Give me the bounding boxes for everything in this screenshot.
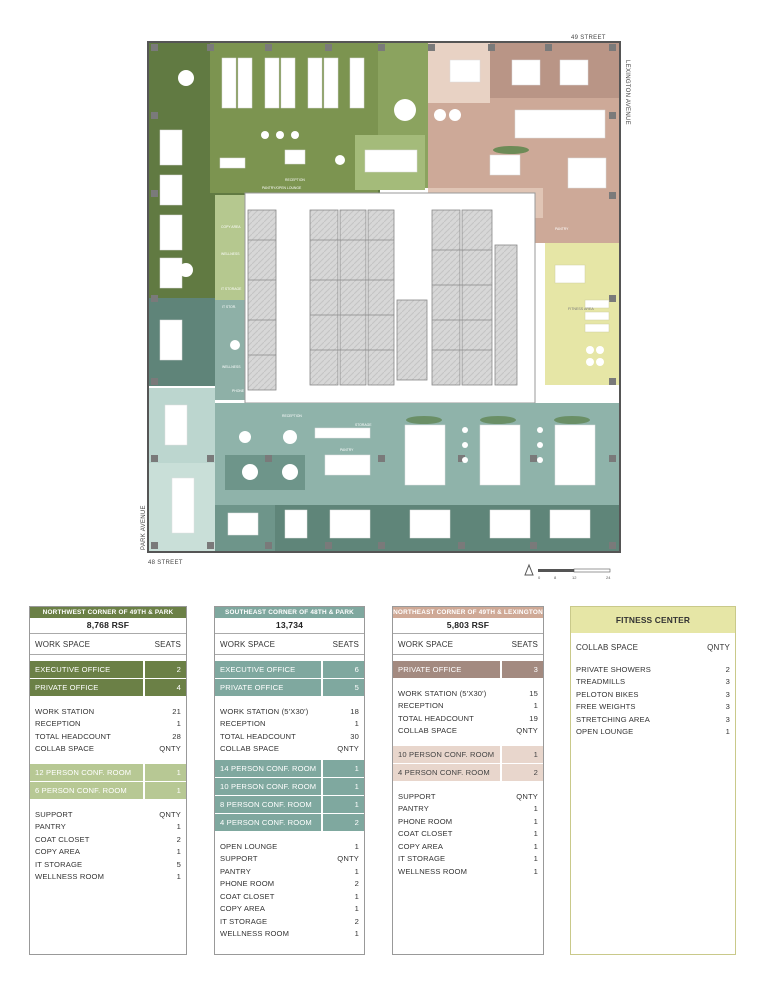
label-pantry-open-lounge: PANTRY/OPEN LOUNGE <box>262 186 302 190</box>
ne-band-row: PRIVATE OFFICE 3 <box>393 661 543 678</box>
table-northeast <box>392 606 544 955</box>
label-wellness: WELLNESS <box>221 252 240 256</box>
label-storage-s: STORAGE <box>355 423 372 427</box>
se-row: COAT CLOSET 1 <box>220 891 359 901</box>
ne-band-row: 4 PERSON CONF. ROOM 2 <box>393 764 543 781</box>
se-row: RECEPTION 1 <box>220 719 359 729</box>
nw-head: WORK SPACE SEATS <box>30 634 186 655</box>
nw-row: RECEPTION 1 <box>35 719 181 729</box>
nw-row: PANTRY 1 <box>35 822 181 832</box>
label-pantry-s: PANTRY <box>340 448 354 452</box>
nw-band-row: 12 PERSON CONF. ROOM 1 <box>30 764 186 781</box>
scale-12: 12 <box>572 575 577 580</box>
label-fitness-area: FITNESS AREA <box>568 307 594 311</box>
ne-row: WELLNESS ROOM 1 <box>398 866 538 876</box>
se-band-row: PRIVATE OFFICE 5 <box>215 679 364 696</box>
se-row: SUPPORT QNTY <box>220 854 359 864</box>
se-row: PHONE ROOM 2 <box>220 879 359 889</box>
fitness-row: OPEN LOUNGE 1 <box>576 727 730 737</box>
scale-24: 24 <box>606 575 611 580</box>
se-band-row: 10 PERSON CONF. ROOM 1 <box>215 778 364 795</box>
fitness-row: PELOTON BIKES 3 <box>576 689 730 699</box>
fitness-row: PRIVATE SHOWERS 2 <box>576 664 730 674</box>
se-row: WORK STATION (5'X30') 18 <box>220 706 359 716</box>
label-reception-s: RECEPTION <box>282 414 302 418</box>
se-row: COLLAB SPACE QNTY <box>220 744 359 754</box>
table-fitness <box>570 606 736 955</box>
label-reception-nw: RECEPTION <box>285 178 305 182</box>
ne-band-row: 10 PERSON CONF. ROOM 1 <box>393 746 543 763</box>
nw-row: COAT CLOSET 2 <box>35 834 181 844</box>
label-reception-ne: RECEPTION <box>452 195 472 199</box>
label-copy-area: COPY AREA <box>221 225 241 229</box>
table-southeast <box>214 606 365 955</box>
label-it-storage-2: IT STOR. <box>222 305 237 309</box>
ne-row: WORK STATION (5'X30') 15 <box>398 688 538 698</box>
fitness-title: FITNESS CENTER <box>571 607 735 633</box>
se-row: WELLNESS ROOM 1 <box>220 929 359 939</box>
street-north: 49 STREET <box>571 35 606 41</box>
se-rsf: 13,734 <box>215 618 364 634</box>
ne-row: RECEPTION 1 <box>398 701 538 711</box>
se-row: IT STORAGE 2 <box>220 916 359 926</box>
label-wellness-2: WELLNESS <box>222 365 241 369</box>
scale-0: 0 <box>538 575 541 580</box>
fitness-row: STRETCHING AREA 3 <box>576 714 730 724</box>
nw-rsf: 8,768 RSF <box>30 618 186 634</box>
se-band-row: 14 PERSON CONF. ROOM 1 <box>215 760 364 777</box>
fitness-row: FREE WEIGHTS 3 <box>576 702 730 712</box>
se-row: COPY AREA 1 <box>220 904 359 914</box>
se-title: SOUTHEAST CORNER OF 48TH & PARK <box>215 607 364 618</box>
nw-band-row: PRIVATE OFFICE 4 <box>30 679 186 696</box>
north-arrow-icon <box>525 565 533 575</box>
ne-row: SUPPORT QNTY <box>398 791 538 801</box>
scale-8: 8 <box>554 575 557 580</box>
table-northwest <box>29 606 187 955</box>
nw-row: WELLNESS ROOM 1 <box>35 872 181 882</box>
nw-row: WORK STATION 21 <box>35 706 181 716</box>
label-it-storage: IT STORAGE <box>221 287 242 291</box>
nw-row: COPY AREA 1 <box>35 847 181 857</box>
street-east: LEXINGTON AVENUE <box>624 60 630 125</box>
label-phone: PHONE <box>232 389 245 393</box>
ne-rsf: 5,803 RSF <box>393 618 543 634</box>
nw-band-row: 6 PERSON CONF. ROOM 1 <box>30 782 186 799</box>
fitness-row: TREADMILLS 3 <box>576 677 730 687</box>
se-band-row: EXECUTIVE OFFICE 6 <box>215 661 364 678</box>
se-head: WORK SPACE SEATS <box>215 634 364 655</box>
nw-row: IT STORAGE 5 <box>35 859 181 869</box>
ne-row: PANTRY 1 <box>398 804 538 814</box>
street-south: 48 STREET <box>148 560 183 566</box>
ne-title: NORTHEAST CORNER OF 49TH & LEXINGTON <box>393 609 543 616</box>
nw-row: COLLAB SPACE QNTY <box>35 744 181 754</box>
se-row: TOTAL HEADCOUNT 30 <box>220 731 359 741</box>
scale-bar <box>538 569 611 580</box>
fitness-head: COLLAB SPACE QNTY <box>576 642 730 652</box>
se-row: PANTRY 1 <box>220 866 359 876</box>
nw-band-row: EXECUTIVE OFFICE 2 <box>30 661 186 678</box>
se-row: OPEN LOUNGE 1 <box>220 841 359 851</box>
ne-row: COPY AREA 1 <box>398 841 538 851</box>
ne-row: PHONE ROOM 1 <box>398 816 538 826</box>
nw-row: SUPPORT QNTY <box>35 809 181 819</box>
ne-row: COLLAB SPACE QNTY <box>398 726 538 736</box>
nw-title: NORTHWEST CORNER OF 49TH & PARK <box>30 607 186 618</box>
se-band-row: 8 PERSON CONF. ROOM 1 <box>215 796 364 813</box>
nw-row: TOTAL HEADCOUNT 28 <box>35 731 181 741</box>
se-band-row: 4 PERSON CONF. ROOM 2 <box>215 814 364 831</box>
ne-head: WORK SPACE SEATS <box>393 634 543 655</box>
street-west: PARK AVENUE <box>141 505 147 550</box>
ne-row: TOTAL HEADCOUNT 19 <box>398 713 538 723</box>
ne-row: COAT CLOSET 1 <box>398 829 538 839</box>
ne-row: IT STORAGE 1 <box>398 854 538 864</box>
label-pantry-ne: PANTRY <box>555 227 569 231</box>
